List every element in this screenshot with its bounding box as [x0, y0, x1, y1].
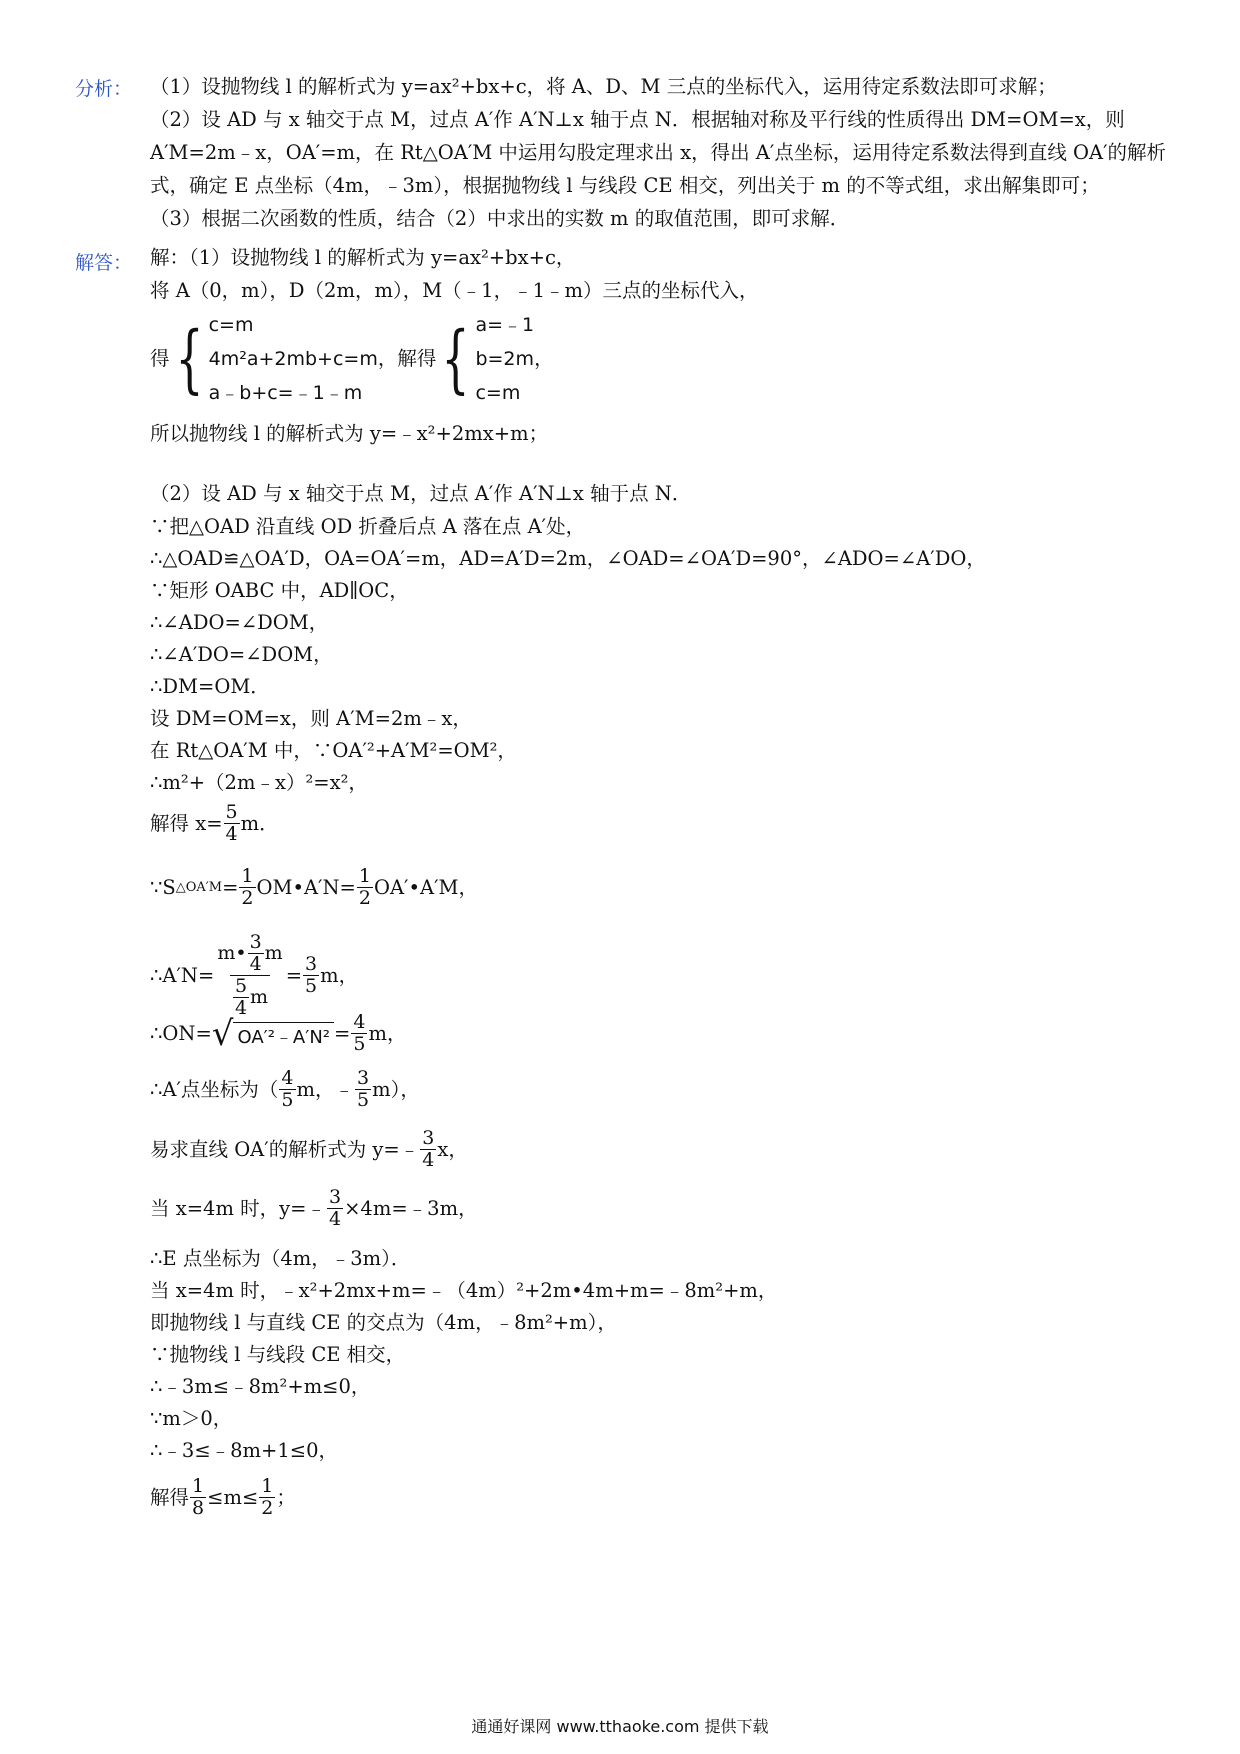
denominator: 4 [422, 1149, 435, 1171]
solution-line-9: ∴∠A′DO=∠DOM， [150, 643, 333, 666]
text-segment: m）， [372, 1077, 420, 1101]
text-segment: ∴A′N= [150, 963, 215, 987]
system-2-rows [475, 308, 534, 410]
text-segment: ； [276, 1485, 296, 1509]
fraction [355, 1068, 371, 1111]
analysis-paragraph-3: （3）根据二次函数的性质，结合（2）中求出的实数 m 的取值范围，即可求解． [150, 207, 850, 230]
text-segment: m， [320, 963, 359, 987]
numerator: 3 [357, 1067, 370, 1089]
denominator: 4 [329, 1208, 342, 1230]
numerator: 3 [422, 1127, 435, 1149]
text-segment: m [264, 942, 283, 964]
solution-line-19 [150, 1128, 468, 1171]
text-segment: = [222, 875, 239, 899]
solution-line-3: 所以抛物线 l 的解析式为 y=﹣x²+2mx+m； [150, 422, 549, 445]
fraction [248, 932, 264, 975]
text-segment: OM•A′N= [256, 875, 356, 899]
text-segment: = [334, 1021, 351, 1045]
solution-line-28 [150, 1476, 296, 1519]
fraction [303, 954, 319, 997]
square-root [211, 1013, 334, 1054]
solution-line-17 [150, 1012, 406, 1055]
solution-line-7: ∵矩形 OABC 中，AD∥OC， [150, 579, 409, 602]
left-brace-icon: { [441, 316, 471, 402]
solution-line-18 [150, 1068, 420, 1111]
solution-line-5: ∵把△OAD 沿直线 OD 折叠后点 A 落在点 A′处， [150, 515, 586, 538]
system-middle-text: ，解得 [377, 347, 437, 370]
radical-icon: √ [211, 1013, 234, 1054]
denominator: 5 [281, 1089, 294, 1111]
denominator: 4 [249, 953, 262, 975]
numerator: 1 [192, 1475, 205, 1497]
solution-line-1: 解：（1）设抛物线 l 的解析式为 y=ax²+bx+c， [150, 246, 576, 269]
text-segment: = [285, 963, 303, 987]
system-2-eq-1: a=﹣1 [475, 314, 535, 336]
fraction [327, 1187, 343, 1230]
solution-label: 解答： [75, 252, 133, 274]
solution-line-2: 将 A（0，m），D（2m，m），M（﹣1，﹣1﹣m）三点的坐标代入， [150, 279, 759, 302]
text-segment: ≤m≤ [207, 1485, 259, 1509]
fraction [420, 1128, 436, 1171]
numerator: 1 [261, 1475, 274, 1497]
numerator: 5 [225, 801, 238, 823]
system-1-eq-3: a﹣b+c=﹣1﹣m [208, 382, 363, 404]
fraction [279, 1068, 295, 1111]
complex-numerator [215, 932, 284, 975]
system-2-eq-2: b=2m [475, 348, 535, 370]
numerator: 3 [249, 931, 262, 953]
numerator: 1 [241, 865, 254, 887]
text-segment: x， [437, 1137, 468, 1161]
text-segment: 当 x=4m 时，y=﹣ [150, 1196, 326, 1220]
text-segment: m． [240, 811, 279, 835]
solution-line-20 [150, 1187, 478, 1230]
system-1-eq-1: c=m [208, 314, 254, 336]
solution-line-16 [150, 932, 358, 1019]
solution-line-26: ∵m＞0， [150, 1407, 233, 1430]
analysis-paragraph-2: （2）设 AD 与 x 轴交于点 M，过点 A′作 A′N⊥x 轴于点 N．根据轴对称及平行线的性质得出 DM=OM=x，则 A′M=2m﹣x，OA′=m，在 Rt△OA′M 中运用勾股定理求出 x，得出 A′点坐标，运用待定系数法得到直线 OA′的解析式，确定 E 点坐标（4m，﹣3m），根据抛物线 l 与线段 CE 相交，列出关于 m 的不等式组，求出解集即可； [150, 108, 1167, 197]
text-segment: ∴ON= [150, 1021, 212, 1045]
solution-line-4: （2）设 AD 与 x 轴交于点 M，过点 A′作 A′N⊥x 轴于点 N． [150, 482, 692, 505]
denominator: 8 [192, 1497, 205, 1519]
system-1-rows [209, 308, 378, 410]
fraction [351, 1012, 367, 1055]
solution-line-12: 在 Rt△OA′M 中，∵OA′²+A′M²=OM²， [150, 739, 517, 762]
text-segment: OA′•A′M， [373, 875, 478, 899]
text-segment: m， [368, 1021, 407, 1045]
complex-fraction [215, 932, 284, 1019]
text-segment: ∴A′点坐标为（ [150, 1077, 279, 1101]
solution-line-14 [150, 802, 279, 845]
solution-line-25: ∴﹣3m≤﹣8m²+m≤0， [150, 1375, 371, 1398]
analysis-paragraph-1: （1）设抛物线 l 的解析式为 y=ax²+bx+c，将 A、D、M 三点的坐标代入，运用待定系数法即可求解； [150, 75, 1057, 98]
fraction [239, 866, 255, 909]
equation-system [150, 308, 554, 410]
text-segment: ×4m=﹣3m， [344, 1196, 478, 1220]
text-segment: 解得 x= [150, 811, 223, 835]
fraction [259, 1476, 275, 1519]
numerator: 1 [358, 865, 371, 887]
solution-line-22: 当 x=4m 时，﹣x²+2mx+m=﹣（4m）²+2m•4m+m=﹣8m²+m， [150, 1279, 778, 1302]
solution-line-24: ∵抛物线 l 与线段 CE 相交， [150, 1343, 406, 1366]
solution-line-27: ∴﹣3≤﹣8m+1≤0， [150, 1439, 339, 1462]
fraction [224, 802, 240, 845]
solution-line-11: 设 DM=OM=x，则 A′M=2m﹣x， [150, 707, 472, 730]
solution-line-10: ∴DM=OM． [150, 675, 270, 698]
page-footer: 通通好课网 www.tthaoke.com 提供下载 [471, 1717, 769, 1736]
solution-line-13: ∴m²+（2m﹣x）²=x²， [150, 771, 368, 794]
radicand: OA′²﹣A′N² [233, 1022, 334, 1051]
solution-line-23: 即抛物线 l 与直线 CE 的交点为（4m，﹣8m²+m）， [150, 1311, 617, 1334]
fraction [357, 866, 373, 909]
denominator: 2 [261, 1497, 274, 1519]
denominator: 4 [234, 997, 248, 1019]
solution-line-21: ∴E 点坐标为（4m，﹣3m）． [150, 1247, 411, 1270]
text-segment: m• [217, 942, 247, 964]
numerator: 5 [234, 975, 248, 997]
system-suffix: ， [534, 347, 554, 370]
solution-line-6: ∴△OAD≌△OA′D，OA=OA′=m，AD=A′D=2m，∠OAD=∠OA′D=90°，∠ADO=∠A′DO， [150, 547, 986, 570]
numerator: 4 [281, 1067, 294, 1089]
denominator: 4 [225, 823, 238, 845]
fraction [190, 1476, 206, 1519]
denominator: 5 [353, 1033, 366, 1055]
numerator: 3 [329, 1186, 342, 1208]
text-segment: 解得 [150, 1485, 190, 1509]
numerator: 4 [353, 1011, 366, 1033]
system-1-eq-2: 4m²a+2mb+c=m [208, 348, 378, 370]
numerator: 3 [305, 953, 318, 975]
solution-line-8: ∴∠ADO=∠DOM， [150, 611, 329, 634]
denominator: 2 [358, 887, 371, 909]
system-2-eq-3: c=m [475, 382, 521, 404]
denominator: 2 [241, 887, 254, 909]
system-prefix: 得 [150, 347, 170, 370]
text-segment: m [250, 986, 269, 1008]
text-segment: ∵S [150, 875, 176, 899]
text-segment: 易求直线 OA′的解析式为 y=﹣ [150, 1137, 420, 1161]
denominator: 5 [357, 1089, 370, 1111]
analysis-label: 分析： [75, 78, 133, 100]
equation-system-line [150, 308, 554, 410]
text-segment: m，﹣ [296, 1077, 355, 1101]
solution-line-15: ∵S △OA′M = $\frac{1}{2}$ OM•A′N= $\frac{1}{2}$ OA′•A′M， [150, 865, 478, 909]
denominator: 5 [305, 975, 318, 997]
left-brace-icon: { [174, 316, 204, 402]
